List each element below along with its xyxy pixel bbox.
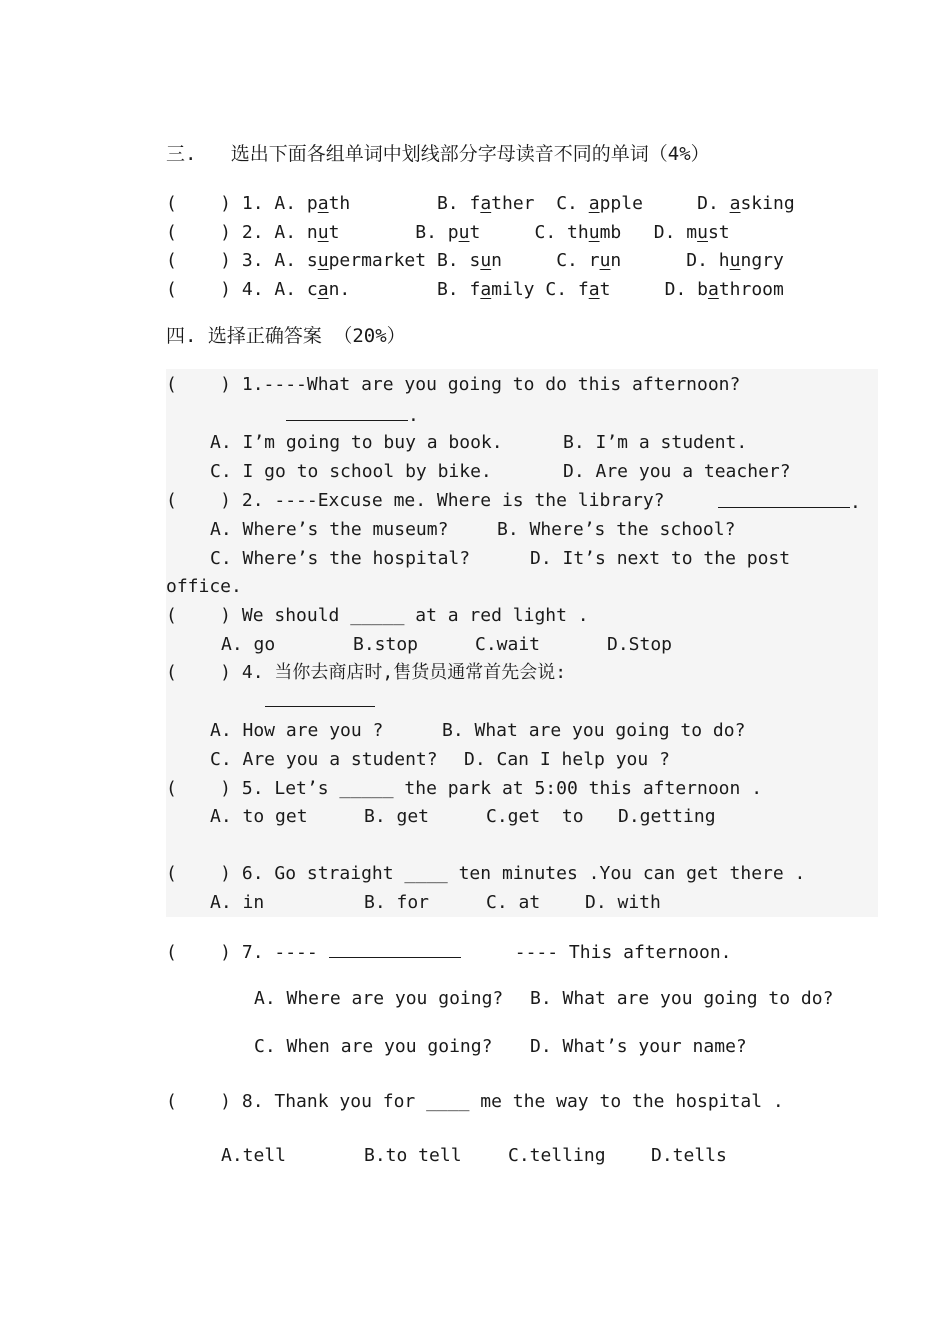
q1-stem: ( ) 1.----What are you going to do this afternoon?: [166, 374, 741, 395]
q1-option-a[interactable]: A. I’m going to buy a book.: [210, 432, 503, 453]
q7-option-d[interactable]: D. What’s your name?: [530, 1036, 747, 1057]
s3-q2-option-a[interactable]: nut: [306, 222, 340, 243]
q6-stem: ( ) 6. Go straight ____ ten minutes .You can get there .: [166, 863, 806, 884]
s3-q1-option-b[interactable]: father: [469, 193, 535, 214]
q1-option-b[interactable]: B. I’m a student.: [563, 432, 748, 453]
q2-answer-blank[interactable]: .: [718, 489, 861, 515]
q4-option-d[interactable]: D. Can I help you ?: [464, 749, 670, 770]
q5-option-a[interactable]: A. to get: [210, 806, 308, 827]
q7-option-c[interactable]: C. When are you going?: [254, 1036, 493, 1057]
s3-q1-option-a[interactable]: path: [306, 193, 351, 214]
q5-option-b[interactable]: B. get: [364, 806, 430, 827]
q7-stem: ( ) 7. ---- ---- This afternoon.: [166, 939, 732, 965]
s3-q1-option-d[interactable]: asking: [729, 193, 795, 214]
q2-option-c[interactable]: C. Where’s the hospital?: [210, 548, 471, 569]
s3-question-3: ( ) 3. A. supermarket B. sun C. run D. hungry: [166, 250, 784, 271]
s3-q2-option-d[interactable]: must: [686, 222, 730, 243]
s3-question-4: ( ) 4. A. can. B. family C. fat D. bathroom: [166, 279, 784, 300]
q1-option-d[interactable]: D. Are you a teacher?: [563, 461, 791, 482]
q5-option-c[interactable]: C.get to: [486, 806, 584, 827]
q8-stem: ( ) 8. Thank you for ____ me the way to the hospital .: [166, 1091, 784, 1112]
q4-option-c[interactable]: C. Are you a student?: [210, 749, 438, 770]
q1-answer-blank[interactable]: .: [286, 402, 419, 428]
q4-answer-blank[interactable]: [265, 688, 375, 714]
q5-stem: ( ) 5. Let’s _____ the park at 5:00 this afternoon .: [166, 778, 763, 799]
q2-stem: ( ) 2. ----Excuse me. Where is the library?: [166, 490, 665, 511]
s3-q1-option-c[interactable]: apple: [588, 193, 643, 214]
q2-option-d-continued: office.: [166, 576, 242, 597]
q3-option-c[interactable]: C.wait: [475, 634, 541, 655]
q8-option-d[interactable]: D.tells: [651, 1145, 727, 1166]
s3-question-1: ( ) 1. A. path B. father C. apple D. asking: [166, 193, 795, 214]
s3-q4-option-b[interactable]: family: [469, 279, 535, 300]
q7-option-b[interactable]: B. What are you going to do?: [530, 988, 834, 1009]
q2-option-d[interactable]: D. It’s next to the post: [530, 548, 791, 569]
q7-answer-blank[interactable]: [329, 939, 461, 958]
q2-option-a[interactable]: A. Where’s the museum?: [210, 519, 449, 540]
q5-option-d[interactable]: D.getting: [618, 806, 716, 827]
q4-option-b[interactable]: B. What are you going to do?: [442, 720, 746, 741]
q8-option-c[interactable]: C.telling: [508, 1145, 606, 1166]
section3-title: 三. 选出下面各组单词中划线部分字母读音不同的单词（4%）: [166, 143, 710, 165]
s3-question-2: ( ) 2. A. nut B. put C. thumb D. must: [166, 222, 730, 243]
s3-q2-option-c[interactable]: thumb: [567, 222, 622, 243]
q6-option-b[interactable]: B. for: [364, 892, 430, 913]
q8-option-a[interactable]: A.tell: [221, 1145, 287, 1166]
s3-q3-option-a[interactable]: supermarket: [306, 250, 427, 271]
q1-option-c[interactable]: C. I go to school by bike.: [210, 461, 492, 482]
q4-stem: ( ) 4. 当你去商店时,售货员通常首先会说:: [166, 662, 567, 683]
q3-stem: ( ) We should _____ at a red light .: [166, 605, 589, 626]
s3-q4-option-a[interactable]: can.: [306, 279, 351, 300]
q3-option-d[interactable]: D.Stop: [607, 634, 673, 655]
q8-option-b[interactable]: B.to tell: [364, 1145, 462, 1166]
s3-q4-option-c[interactable]: fat: [577, 279, 611, 300]
q2-option-b[interactable]: B. Where’s the school?: [497, 519, 736, 540]
q7-option-a[interactable]: A. Where are you going?: [254, 988, 504, 1009]
q3-option-b[interactable]: B.stop: [353, 634, 419, 655]
q6-option-a[interactable]: A. in: [210, 892, 265, 913]
s3-q4-option-d[interactable]: bathroom: [697, 279, 784, 300]
s3-q3-option-c[interactable]: run: [588, 250, 622, 271]
s3-q3-option-b[interactable]: sun: [469, 250, 503, 271]
s3-q3-option-d[interactable]: hungry: [718, 250, 784, 271]
q4-option-a[interactable]: A. How are you ?: [210, 720, 384, 741]
q6-option-c[interactable]: C. at: [486, 892, 541, 913]
s3-q2-option-b[interactable]: put: [447, 222, 481, 243]
q3-option-a[interactable]: A. go: [221, 634, 276, 655]
section4-title: 四. 选择正确答案 （20%）: [166, 325, 406, 347]
q6-option-d[interactable]: D. with: [585, 892, 661, 913]
